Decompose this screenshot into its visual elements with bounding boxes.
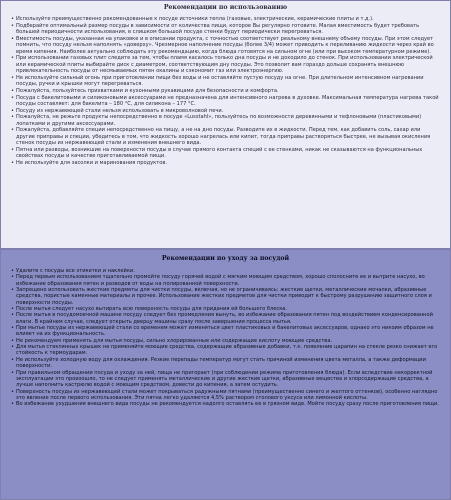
care-list <box>11 268 440 408</box>
usage-item: • Подберайте оптимальный размер посуды в зависимости от количества пищи, которое Вы регулярно готовите. Малая вместимость будет требовать большей периодичности использования, в слишком большой посуде стенки будут периодически перегреваться. <box>11 23 440 36</box>
usage-item: • Не используйте сильный огонь при приготовлении пищи без воды и не оставляйте пустую посуду на огне. При длительном интенсивном нагревании посуды, ручки и крышки могут перегреваться. <box>11 75 440 88</box>
care-item: • При мытье посуды из нержавеющей стали со временем может изменяться цвет пластиковых и бакелитовых аксессуаров, однако это никоим образом не влияет на их функциональность. <box>11 325 440 338</box>
care-item: • Во избежание ухудшения внешнего вида посуды не рекомендуется надолго оставлять ее в грязном виде. Мойте посуду сразу после приготовления пищи. <box>11 401 440 407</box>
care-item: • Для мытья стеклянных крышек не применяйте моющие средства, содержащие абразивные добавки, т.к. появление царапин на стекле резко снижает его стойкость к термоударам. <box>11 344 440 357</box>
care-item: • Удалите с посуды все этикетки и наклейки. <box>11 268 440 274</box>
usage-section <box>0 0 451 249</box>
usage-item: • Пожалуйста, добавляйте специи непосредственно на пищу, а не на дно посуды. Разводите их в жидкости. Перед тем, как добавить соль, сахар или другие приправы и специи, убедитесь в том, что жидкость хорошо нагрелась или кипит, тогда приправы растворяться быстрее, не вызывая окисления стенок посуды из нержавеющей стали и изменения внешнего вида. <box>11 127 440 147</box>
care-item: • Не рекомендуем применять для мытья посуды, сильно хлорированные или содержащие кислоту моющие средства. <box>11 338 440 344</box>
usage-item: • Используйте преимущественно рекомендованные к посуде источники тепла (газовые, электрические, керамические плиты и т.д.). <box>11 16 440 23</box>
usage-list <box>11 16 440 167</box>
care-item: • После мытья в посудомоечной машине посуду следует без промедления вынуть, во избежание образования пятен под воздействием конденсированной влаги. В крайнем случае, следует открыть дверцу машины сразу после завершения процесса мытья. <box>11 312 440 325</box>
usage-item: • При использовании газовых плит следите за тем, чтобы пламя касалось только дна посуды и не доходило до стенок. При использовании электрической или керамической плиты выбирайте диск с диаметром, соответствующим дну посуды. Это позволит вам гораздо дольше сохранять внешнюю привлекательность посуды от несмываемых пятен окалины и сэкономит газ или электроэнергию. <box>11 55 440 75</box>
usage-item: • Пожалуйста, пользуйтесь прихватками и кухонными рукавицами для безопасности и комфорта. <box>11 88 440 95</box>
care-item: • После мытья следует насухо вытирать всю поверхность посуды для придания ей большего блеска. <box>11 306 440 312</box>
care-item: • Не используйте холодную воду для охлаждения. Резкие перепады температур могут стать причиной изменения цвета металла, а также деформации поверхности. <box>11 357 440 370</box>
usage-item: • Вместимость посуды, указанная на упаковке и в описании продукта, с точностью соответствует реальному внешнему объему посуды. При этом следует помнить, что посуду нельзя наполнять «доверху». Чрезмерное наполнение посуды (более 3/4) может приводить к переливанию жидкости через край во время кипения. Наиболее актуально соблюдать эту рекомендацию, когда блюда готовятся на сильном огне (или при высоком температурном режиме). <box>11 36 440 56</box>
care-item: • Поверхность посуды из нержавеющей стали может покрываться радужными пятнами (преимущественно синего и желтого оттенков), особенно наглядно это явление после первого использования. Эти пятна легко удаляются 4,5% раствором столового уксуса или лимонной кислоты. <box>11 389 440 402</box>
care-heading: Рекомендации по уходу за посудой <box>161 255 290 262</box>
usage-item: • Пожалуйста, не режьте продукты непосредственно в посуде «Lusstahl», пользуйтесь по возможности деревянными и тефлоновыми (пластиковыми) лопатками и другими аксессуарами. <box>11 114 440 127</box>
usage-item: • Пятна или разводы, возникшие на поверхности посуды в случае прямого контакта специй с ее стенками, никак не сказываются на функциональных свойствах посуды и качестве приготавливаемой пищи. <box>11 147 440 160</box>
usage-item: • Посуда с бакелитовыми и силиконовыми аксессуарами не предназначена для интенсивного нагрева в духовке. Максимальная температура нагрева такой посуды составляет: для бакелита – 180 °С, для силикона – 177 °С. <box>11 95 440 108</box>
usage-item: • Посуду из нержавеющей стали нельзя использовать в микроволновой печи. <box>11 108 440 115</box>
care-section <box>0 249 451 500</box>
care-item: • Запрещено использовать жесткие предметы для чистки посуды, включая, но не ограничиваясь: жесткие щетки, металлические мочалки, абразивные средства, пористые каменные материалы и прочее. Использование жестких предметов для чистки приводит к быстрому разрушению защитного слоя и поверхности посуды. <box>11 287 440 306</box>
care-item: • При правильном обращении посуда и уходу за ней, пища не пригорает (при соблюдении режима приготовления блюда). Если вследствие некорректной эксплуатации это произошло, то не следует применять металлические и другие жесткие щетки, абразивные вещества и хлорсодержащие средства, а лучше наполнить кастрюлю водой с моющим средством, довести до кипения, а затем остудить. <box>11 370 440 389</box>
usage-item: • Не используйте для засолки и маринования продуктов. <box>11 160 440 167</box>
care-item: • Перед первым использованием тщательно промойте посуду горячей водой с мягким моющим средством, хорошо сполосните ее и вытрите насухо, во избежание образования пятен и разводов от воды на полированной поверхности. <box>11 274 440 287</box>
usage-heading: Рекомендации по использованию <box>163 4 288 11</box>
